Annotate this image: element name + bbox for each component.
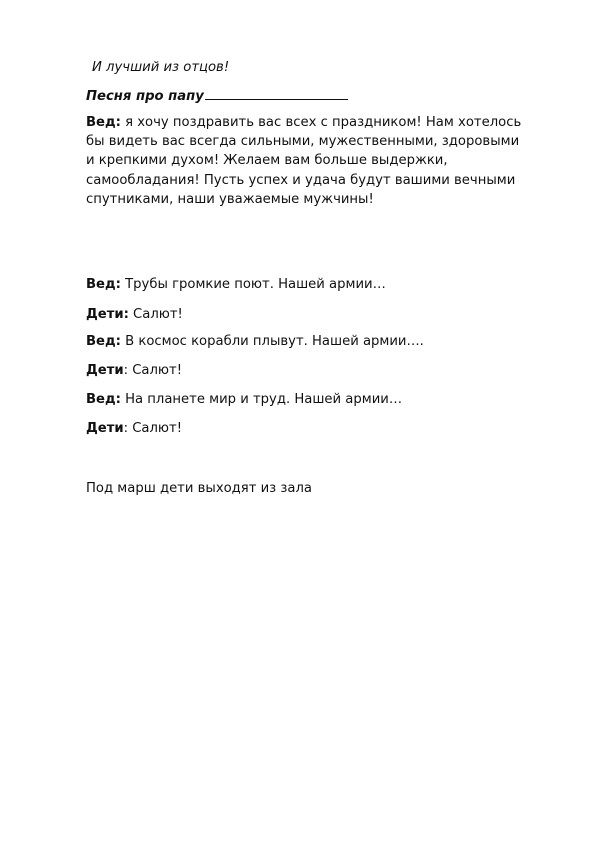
dialogue-text: : Салют! — [123, 421, 183, 436]
intro-line: бы видеть вас всегда сильными, мужественными, здоровыми — [86, 134, 520, 150]
dialogue-text: : Салют! — [123, 363, 183, 378]
intro-text: я хочу поздравить вас всех с праздником! Нам хотелось — [120, 115, 522, 130]
blank-underline — [205, 86, 348, 100]
speaker-label: Дети — [86, 363, 124, 378]
speaker-label: Вед: — [86, 392, 121, 407]
song-title: Песня про папу — [86, 89, 204, 104]
dialogue-text: На планете мир и труд. Нашей армии… — [120, 392, 403, 407]
dialogue-text: Салют! — [128, 307, 183, 322]
speaker-label: Вед: — [86, 334, 121, 349]
closing-note: Под марш дети выходят из зала — [86, 481, 312, 496]
dialogue-line — [86, 361, 182, 380]
dialogue-line — [86, 332, 424, 351]
song-title-line — [86, 86, 348, 106]
dialogue-line — [86, 275, 386, 294]
dialogue-text: Трубы громкие поют. Нашей армии… — [120, 277, 386, 292]
speaker-label: Вед: — [86, 277, 121, 292]
intro-paragraph — [86, 113, 526, 209]
dialogue-line — [86, 390, 402, 409]
speaker-label: Дети — [86, 421, 124, 436]
dialogue-line — [86, 419, 182, 438]
dialogue-text: В космос корабли плывут. Нашей армии…. — [120, 334, 424, 349]
intro-line: и крепкими духом! Желаем вам больше выдержки, — [86, 153, 448, 169]
dialogue-line — [86, 305, 183, 324]
speaker-label: Дети: — [86, 307, 129, 322]
speaker-label: Вед: — [86, 115, 121, 130]
intro-line: спутниками, наши уважаемые мужчины! — [86, 191, 374, 207]
intro-line: самообладания! Пусть успех и удача будут вашими вечными — [86, 172, 516, 188]
intro-line — [86, 113, 526, 132]
heading: И лучший из отцов! — [92, 60, 230, 75]
